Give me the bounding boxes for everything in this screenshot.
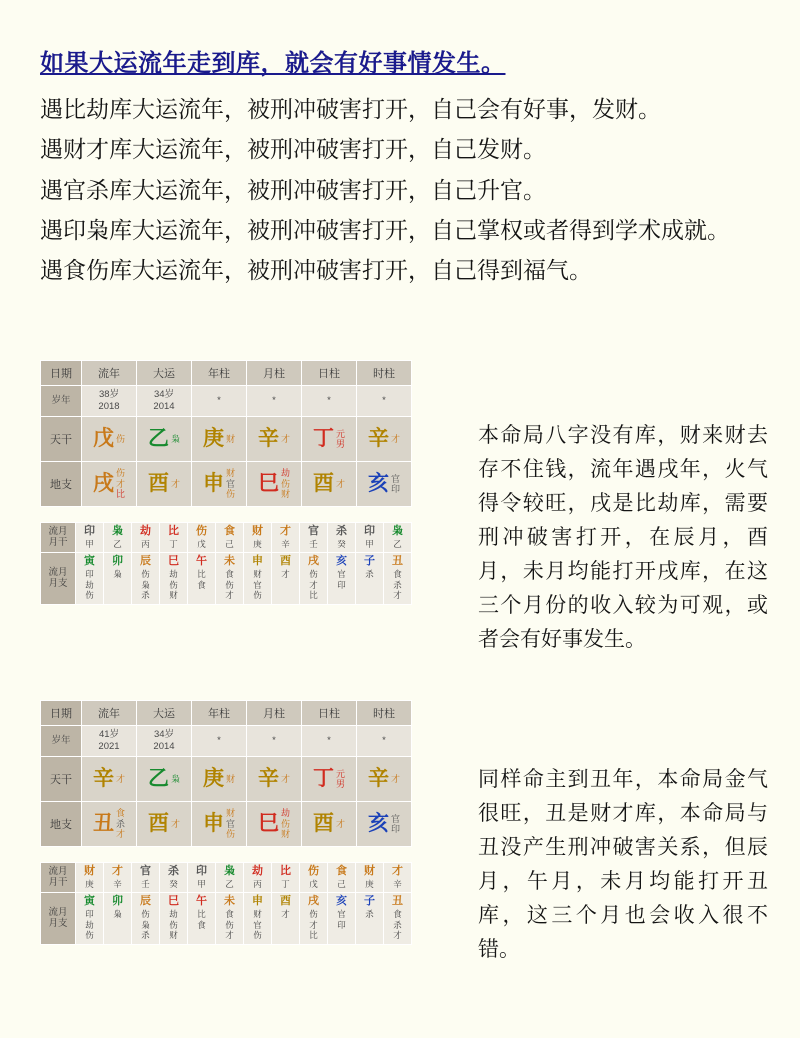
- paragraph-1: 本命局八字没有库，财来财去存不住钱，流年遇戌年，火气得令较旺，戌是比劫库，需要刑冲破害打开，在辰月，酉月，未月均能打开戌库，在这三个月份的收入较为可观，或者会有好事发生。: [478, 423, 768, 652]
- chart1-branch-cell: 戌 伤 才 比: [82, 462, 137, 507]
- heading-block: [40, 46, 760, 291]
- chart2-month-branch-cell: 丑 食 杀 才: [384, 893, 412, 945]
- chart1-month-branch-label: 流月 月支: [41, 553, 76, 605]
- chart2-month-stem-cell: 财 庚: [356, 863, 384, 893]
- chart2-header-cell: 大运: [137, 701, 192, 726]
- chart2-age-cell: *: [192, 726, 247, 757]
- chart2-age-row: [41, 726, 412, 757]
- chart2-branch-cell: 巳 劫 伤 财: [247, 802, 302, 847]
- chart2-stem-label: 天干: [41, 757, 82, 802]
- chart2-month-branch-cell: 巳 劫 伤 财: [160, 893, 188, 945]
- chart2-stem-cell: 辛 才: [247, 757, 302, 802]
- chart2-branch-label: 地支: [41, 802, 82, 847]
- chart1-age-cell: 34岁 2014: [137, 386, 192, 417]
- chart1-month-branch-cell: 卯 枭: [104, 553, 132, 605]
- chart1-header-cell: 流年: [82, 361, 137, 386]
- chart1-month-stem-cell: 才 辛: [272, 523, 300, 553]
- chart2-stem-cell: 辛 才: [82, 757, 137, 802]
- chart2-month-stem-cell: 印 甲: [188, 863, 216, 893]
- chart1-header-cell: 月柱: [247, 361, 302, 386]
- chart1-branch-cell: 亥 官 印: [357, 462, 412, 507]
- chart1-age-cell: *: [302, 386, 357, 417]
- chart1-month-branch-cell: 亥 官 印: [328, 553, 356, 605]
- bazi-chart-2-month-grid: [40, 862, 412, 945]
- chart1-age-cell: *: [247, 386, 302, 417]
- chart1-month-stem-label: 流月 月干: [41, 523, 76, 553]
- chart1-month-branch-cell: 酉 才: [272, 553, 300, 605]
- chart2-age-label: 岁年: [41, 726, 82, 757]
- lede-line-1: 遇比劫库大运流年，被刑冲破害打开，自己会有好事，发财。: [40, 97, 661, 122]
- chart2-month-stem-row: [41, 863, 412, 893]
- chart2-stem-cell: 辛 才: [357, 757, 412, 802]
- chart2-header-row: [41, 701, 412, 726]
- chart1-month-branch-cell: 午 比 食: [188, 553, 216, 605]
- chart1-month-stem-cell: 比 丁: [160, 523, 188, 553]
- chart2-age-cell: 41岁 2021: [82, 726, 137, 757]
- chart1-stem-label: 天干: [41, 417, 82, 462]
- chart1-month-stem-cell: 印 甲: [356, 523, 384, 553]
- chart2-header-cell: 时柱: [357, 701, 412, 726]
- chart1-month-branch-cell: 未 食 伤 才: [216, 553, 244, 605]
- chart1-month-stem-cell: 官 壬: [300, 523, 328, 553]
- paragraph-2: 同样命主到丑年，本命局金气很旺，丑是财才库，本命局与丑没产生刑冲破害关系，但辰月，午月，未月均能打开丑库，这三个月也会收入很不错。: [478, 767, 768, 962]
- chart2-header-cell: 日期: [41, 701, 82, 726]
- chart2-month-stem-cell: 劫 丙: [244, 863, 272, 893]
- bazi-chart-1-month-grid: [40, 522, 412, 605]
- chart1-month-branch-cell: 巳 劫 伤 财: [160, 553, 188, 605]
- chart1-month-branch-cell: 戌 伤 才 比: [300, 553, 328, 605]
- chart1-month-stem-row: [41, 523, 412, 553]
- chart1-header-cell: 日柱: [302, 361, 357, 386]
- chart2-branch-cell: 酉 才: [302, 802, 357, 847]
- chart2-month-stem-cell: 伤 戊: [300, 863, 328, 893]
- chart2-branch-cell: 酉 才: [137, 802, 192, 847]
- chart1-branch-row: [41, 462, 412, 507]
- chart2-month-branch-cell: 子 杀: [356, 893, 384, 945]
- chart1-stem-cell: 丁 元 男: [302, 417, 357, 462]
- chart1-month-stem-cell: 杀 癸: [328, 523, 356, 553]
- chart2-month-stem-cell: 杀 癸: [160, 863, 188, 893]
- bazi-chart-2: [40, 700, 412, 847]
- chart2-month-stem-cell: 枭 乙: [216, 863, 244, 893]
- chart1-month-stem-cell: 枭 乙: [104, 523, 132, 553]
- chart1-month-stem-cell: 食 己: [216, 523, 244, 553]
- chart1-branch-cell: 巳 劫 伤 财: [247, 462, 302, 507]
- lede-line-4: 遇印枭库大运流年，被刑冲破害打开，自己掌权或者得到学术成就。: [40, 217, 730, 243]
- chart2-header-cell: 年柱: [192, 701, 247, 726]
- chart1-month-branch-cell: 丑 食 杀 才: [384, 553, 412, 605]
- chart1-month-stem-cell: 印 甲: [76, 523, 104, 553]
- chart2-branch-cell: 亥 官 印: [357, 802, 412, 847]
- chart1-branch-cell: 申 财 官 伤: [192, 462, 247, 507]
- chart2-header-cell: 日柱: [302, 701, 357, 726]
- chart1-header-cell: 日期: [41, 361, 82, 386]
- chart1-month-branch-cell: 子 杀: [356, 553, 384, 605]
- chart2-branch-cell: 申 财 官 伤: [192, 802, 247, 847]
- chart2-month-branch-cell: 午 比 食: [188, 893, 216, 945]
- page-title: 如果大运流年走到库，就会有好事情发生。: [40, 51, 506, 77]
- chart1-month-branch-cell: 寅 印 劫 伤: [76, 553, 104, 605]
- chart1-month-branch-cell: 申 财 官 伤: [244, 553, 272, 605]
- chart1-branch-cell: 酉 才: [137, 462, 192, 507]
- chart2-stem-cell: 乙 枭: [137, 757, 192, 802]
- chart2-age-cell: 34岁 2014: [137, 726, 192, 757]
- lede-line-2: 遇财才库大运流年，被刑冲破害打开，自己发财。: [40, 137, 546, 163]
- chart1-header-cell: 时柱: [357, 361, 412, 386]
- chart2-stem-cell: 丁 元 男: [302, 757, 357, 802]
- chart2-branch-row: [41, 802, 412, 847]
- chart2-month-stem-cell: 才 辛: [384, 863, 412, 893]
- chart2-month-stem-cell: 财 庚: [76, 863, 104, 893]
- chart2-month-branch-cell: 戌 伤 才 比: [300, 893, 328, 945]
- chart2-month-branch-cell: 卯 枭: [104, 893, 132, 945]
- chart2-month-branch-row: [41, 893, 412, 945]
- chart2-branch-cell: 丑 食 杀 才: [82, 802, 137, 847]
- chart1-month-branch-row: [41, 553, 412, 605]
- chart1-month-stem-cell: 枭 乙: [384, 523, 412, 553]
- chart2-month-branch-cell: 亥 官 印: [328, 893, 356, 945]
- chart2-month-stem-label: 流月 月干: [41, 863, 76, 893]
- chart1-age-cell: 38岁 2018: [82, 386, 137, 417]
- chart1-age-cell: *: [192, 386, 247, 417]
- chart2-header-cell: 月柱: [247, 701, 302, 726]
- chart1-branch-label: 地支: [41, 462, 82, 507]
- chart2-month-branch-cell: 申 财 官 伤: [244, 893, 272, 945]
- chart1-age-cell: *: [357, 386, 412, 417]
- chart1-header-cell: 大运: [137, 361, 192, 386]
- chart1-age-row: [41, 386, 412, 417]
- chart1-branch-cell: 酉 才: [302, 462, 357, 507]
- chart2-month-branch-cell: 寅 印 劫 伤: [76, 893, 104, 945]
- chart2-month-branch-label: 流月 月支: [41, 893, 76, 945]
- chart1-month-branch-cell: 辰 伤 枭 杀: [132, 553, 160, 605]
- lede-line-3: 遇官杀库大运流年，被刑冲破害打开，自己升官。: [40, 177, 546, 203]
- chart2-month-stem-cell: 官 壬: [132, 863, 160, 893]
- chart2-month-branch-cell: 未 食 伤 才: [216, 893, 244, 945]
- chart2-month-stem-cell: 比 丁: [272, 863, 300, 893]
- chart1-header-row: [41, 361, 412, 386]
- chart2-age-cell: *: [357, 726, 412, 757]
- chart1-month-stem-cell: 伤 戊: [188, 523, 216, 553]
- chart1-stem-cell: 庚 财: [192, 417, 247, 462]
- bazi-chart-1: [40, 360, 412, 507]
- chart2-age-cell: *: [302, 726, 357, 757]
- chart1-month-stem-cell: 财 庚: [244, 523, 272, 553]
- chart2-month-branch-cell: 酉 才: [272, 893, 300, 945]
- chart2-age-cell: *: [247, 726, 302, 757]
- chart1-stem-row: [41, 417, 412, 462]
- chart2-month-stem-cell: 才 辛: [104, 863, 132, 893]
- lede-line-5: 遇食伤库大运流年，被刑冲破害打开，自己得到福气。: [40, 258, 592, 283]
- chart2-stem-row: [41, 757, 412, 802]
- chart1-stem-cell: 戊 伤: [82, 417, 137, 462]
- chart1-stem-cell: 辛 才: [247, 417, 302, 462]
- chart1-header-cell: 年柱: [192, 361, 247, 386]
- chart1-month-stem-cell: 劫 丙: [132, 523, 160, 553]
- chart1-stem-cell: 乙 枭: [137, 417, 192, 462]
- chart2-month-branch-cell: 辰 伤 枭 杀: [132, 893, 160, 945]
- chart2-stem-cell: 庚 财: [192, 757, 247, 802]
- chart2-header-cell: 流年: [82, 701, 137, 726]
- chart1-stem-cell: 辛 才: [357, 417, 412, 462]
- chart1-age-label: 岁年: [41, 386, 82, 417]
- chart2-month-stem-cell: 食 己: [328, 863, 356, 893]
